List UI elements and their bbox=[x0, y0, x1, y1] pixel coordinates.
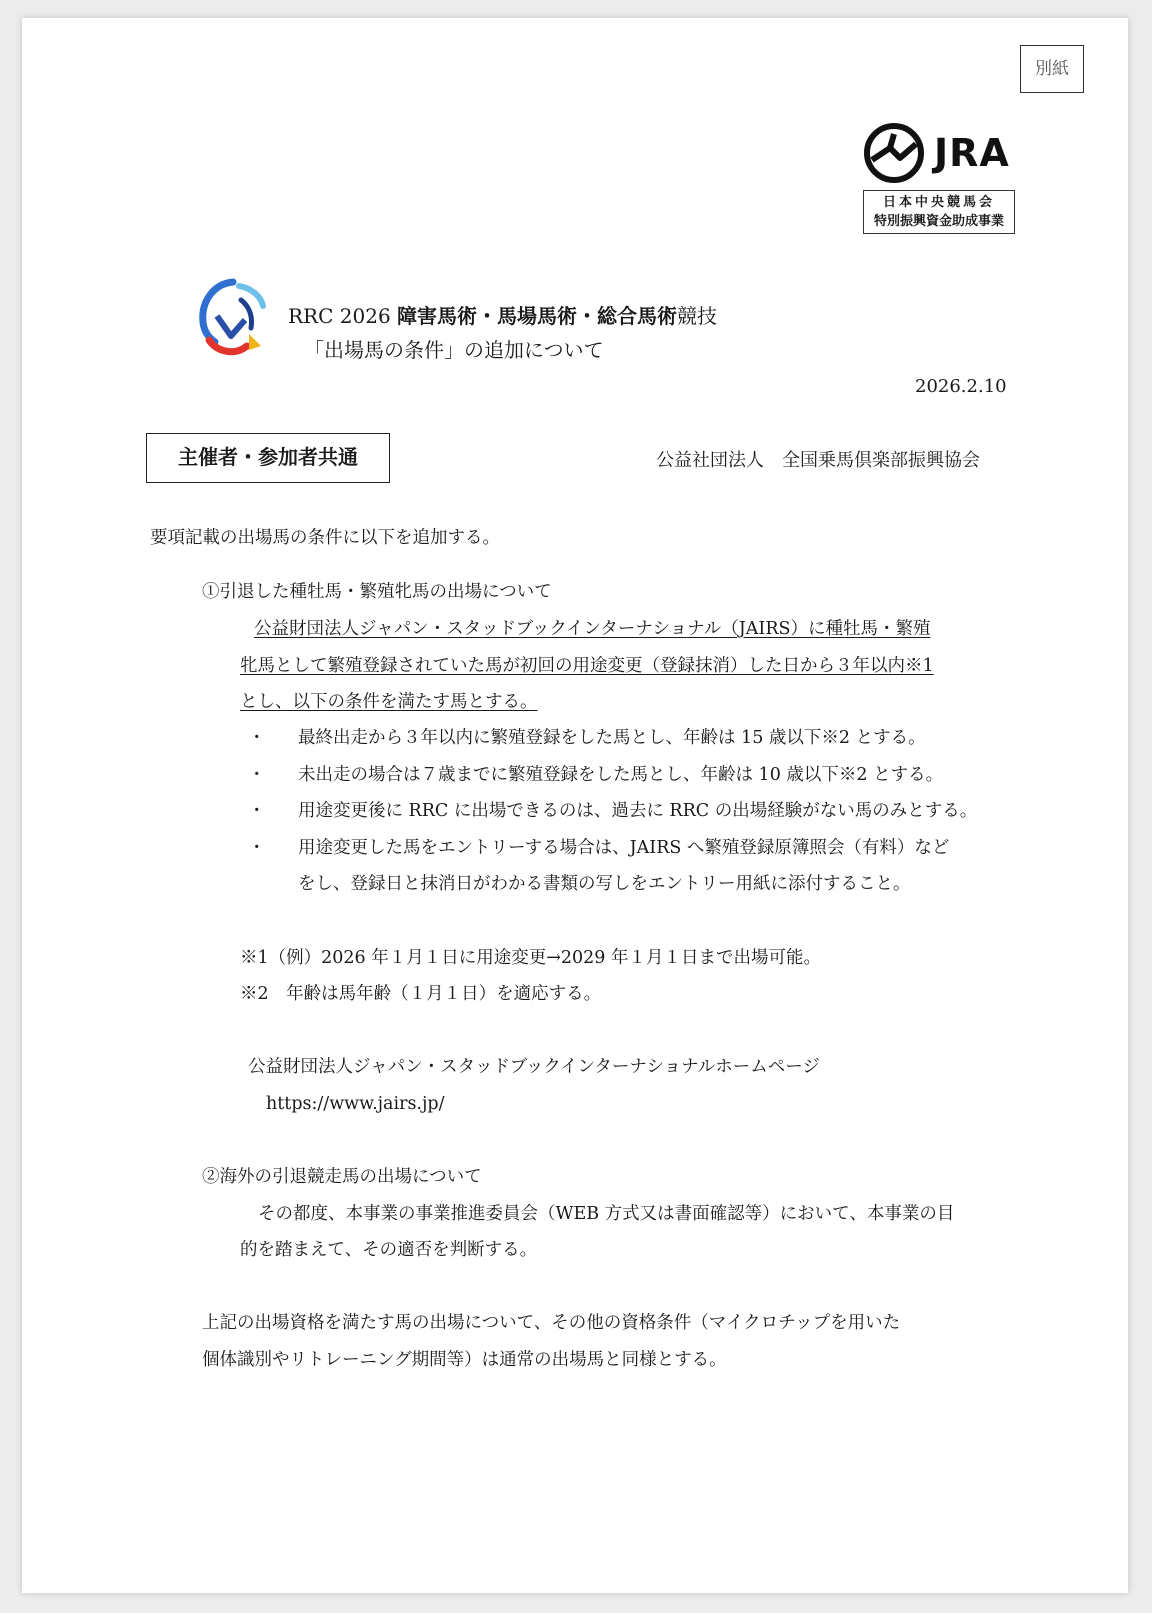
document-title-line2: 「出場馬の条件」の追加について bbox=[304, 338, 604, 362]
bullet-marker: ・ bbox=[248, 838, 266, 858]
bullet-item: 最終出走から３年以内に繁殖登録をした馬とし、年齢は 15 歳以下※2 とする。 bbox=[298, 728, 926, 748]
section1-para-line1: 公益財団法人ジャパン・スタッドブックインターナショナル（JAIRS）に種牡馬・繁殖 bbox=[254, 619, 931, 639]
bullet-marker: ・ bbox=[248, 801, 266, 821]
jra-logo bbox=[860, 122, 1016, 234]
intro-text: 要項記載の出場馬の条件に以下を追加する。 bbox=[150, 528, 500, 548]
attachment-label: 別紙 bbox=[1020, 45, 1084, 93]
section1-heading: ①引退した種牡馬・繁殖牝馬の出場について bbox=[202, 582, 552, 602]
section1-para-line2: 牝馬として繁殖登録されていた馬が初回の用途変更（登録抹消）した日から３年以内※1 bbox=[240, 656, 934, 676]
jra-org-name: 日本中央競馬会 bbox=[882, 195, 995, 210]
closing-line1: 上記の出場資格を満たす馬の出場について、その他の資格条件（マイクロチップを用いた bbox=[202, 1313, 901, 1333]
bullet-item: 未出走の場合は７歳までに繁殖登録をした馬とし、年齢は 10 歳以下※2 とする。 bbox=[298, 765, 944, 785]
jra-program-name: 特別振興資金助成事業 bbox=[873, 214, 1004, 229]
document-date: 2026.2.10 bbox=[915, 376, 1007, 397]
rrc-horse-logo-icon bbox=[195, 276, 269, 358]
bullet-item: 用途変更した馬をエントリーする場合は、JAIRS へ繁殖登録原簿照会（有料）など bbox=[298, 838, 950, 858]
jra-wordmark: JRA bbox=[934, 131, 1010, 175]
document-page bbox=[22, 18, 1128, 1593]
document-title-line1 bbox=[288, 300, 717, 329]
footnote-2: ※2 年齢は馬年齢（１月１日）を適応する。 bbox=[240, 984, 602, 1004]
section2-para-line2: 的を踏まえて、その適否を判断する。 bbox=[240, 1240, 538, 1260]
footnote-1: ※1（例）2026 年１月１日に用途変更→2029 年１月１日まで出場可能。 bbox=[240, 948, 821, 968]
section2-para-line1: その都度、本事業の事業推進委員会（WEB 方式又は書面確認等）において、本事業の目 bbox=[258, 1204, 955, 1224]
jra-emblem-icon bbox=[860, 122, 928, 184]
title-prefix: RRC 2026 bbox=[288, 304, 398, 328]
jairs-homepage-label: 公益財団法人ジャパン・スタッドブックインターナショナルホームページ bbox=[248, 1057, 820, 1077]
issuing-organization: 公益社団法人 全国乗馬倶楽部振興協会 bbox=[656, 450, 980, 471]
section2-heading: ②海外の引退競走馬の出場について bbox=[202, 1167, 482, 1187]
jairs-homepage-url[interactable]: https://www.jairs.jp/ bbox=[266, 1094, 445, 1114]
jra-subsidy-box bbox=[863, 190, 1015, 234]
bullet-item: 用途変更後に RRC に出場できるのは、過去に RRC の出場経験がない馬のみとする。 bbox=[298, 801, 978, 821]
bullet-marker: ・ bbox=[248, 728, 266, 748]
bullet-marker: ・ bbox=[248, 765, 266, 785]
bullet-item-continuation: をし、登録日と抹消日がわかる書類の写しをエントリー用紙に添付すること。 bbox=[298, 874, 911, 894]
section1-para-line3: とし、以下の条件を満たす馬とする。 bbox=[240, 692, 538, 712]
title-suffix: 競技 bbox=[677, 304, 718, 328]
audience-tag: 主催者・参加者共通 bbox=[146, 433, 390, 483]
closing-line2: 個体識別やリトレーニング期間等）は通常の出場馬と同様とする。 bbox=[202, 1350, 727, 1370]
title-disciplines: 障害馬術・馬場馬術・総合馬術 bbox=[397, 304, 678, 328]
